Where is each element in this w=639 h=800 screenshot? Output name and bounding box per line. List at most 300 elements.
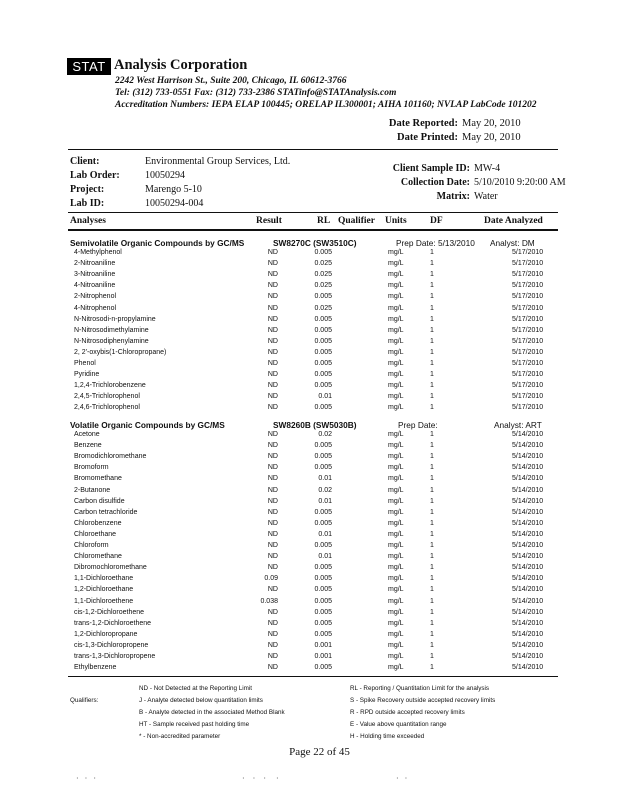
col-rl: RL <box>317 216 331 226</box>
table-row <box>0 575 639 586</box>
analyte-name: N-Nitrosodiphenylamine <box>74 337 149 345</box>
table-row <box>0 620 639 631</box>
date-analyzed-value: 5/17/2010 <box>512 393 544 401</box>
units-value: mg/L <box>388 442 404 450</box>
table-row <box>0 371 639 382</box>
date-analyzed-value: 5/14/2010 <box>512 464 544 472</box>
rl-value: 0.005 <box>314 519 332 527</box>
result-value: 0.09 <box>264 575 278 583</box>
units-value: mg/L <box>388 326 404 334</box>
date-analyzed-value: 5/17/2010 <box>512 326 544 334</box>
table-row <box>0 249 639 260</box>
col-units: Units <box>385 216 407 226</box>
date-analyzed-value: 5/17/2010 <box>512 282 544 290</box>
units-value: mg/L <box>388 641 404 649</box>
table-row <box>0 487 639 498</box>
analyte-name: Acetone <box>74 431 100 438</box>
df-value: 1 <box>430 586 434 594</box>
section-prep-date: Prep Date: 5/13/2010 <box>396 238 475 248</box>
stat-logo: STAT <box>67 58 111 75</box>
result-value: ND <box>267 464 278 472</box>
analyte-name: 2-Nitroaniline <box>74 260 116 268</box>
date-analyzed-value: 5/14/2010 <box>512 475 544 483</box>
rl-value: 0.005 <box>314 619 332 627</box>
result-value: ND <box>267 586 278 594</box>
units-value: mg/L <box>388 542 404 549</box>
analyte-name: Dibromochloromethane <box>74 564 147 572</box>
result-value: ND <box>267 519 278 527</box>
section-title: Semivolatile Organic Compounds by GC/MS <box>70 238 245 248</box>
collection-date-value: 5/10/2010 9:20:00 AM <box>474 177 566 188</box>
analyte-name: 4-Nitrophenol <box>74 304 117 312</box>
units-value: mg/L <box>388 282 404 290</box>
result-value: ND <box>267 337 278 345</box>
analyte-name: 1,2-Dichloropropane <box>74 630 138 638</box>
analyte-name: cis-1,3-Dichloropropene <box>74 641 149 649</box>
date-printed-value: May 20, 2010 <box>462 132 521 143</box>
rl-value: 0.005 <box>314 326 332 334</box>
date-analyzed-value: 5/14/2010 <box>512 619 544 627</box>
df-value: 1 <box>430 348 434 356</box>
df-value: 1 <box>430 293 434 301</box>
date-analyzed-value: 5/17/2010 <box>512 382 544 390</box>
analyte-name: 1,2-Dichloroethane <box>74 586 134 594</box>
company-name: Analysis Corporation <box>114 57 248 73</box>
rl-value: 0.01 <box>318 475 332 483</box>
rl-value: 0.005 <box>314 575 332 583</box>
table-row <box>0 349 639 360</box>
units-value: mg/L <box>388 586 404 594</box>
table-row <box>0 520 639 531</box>
table-row <box>0 553 639 564</box>
analyte-name: N-Nitrosodi-n-propylamine <box>74 315 156 323</box>
units-value: mg/L <box>388 249 404 256</box>
units-value: mg/L <box>388 508 404 516</box>
units-value: mg/L <box>388 260 404 268</box>
analyte-name: Carbon disulfide <box>74 497 125 505</box>
date-analyzed-value: 5/14/2010 <box>512 630 544 638</box>
section-title: Volatile Organic Compounds by GC/MS <box>70 420 225 430</box>
table-row <box>0 586 639 597</box>
analyte-name: Chlorobenzene <box>74 519 122 527</box>
section-analyst: Analyst: ART <box>494 420 542 430</box>
table-row <box>0 260 639 271</box>
table-row <box>0 509 639 520</box>
analyte-name: 2-Nitrophenol <box>74 293 117 301</box>
result-value: ND <box>267 486 278 494</box>
result-value: ND <box>267 508 278 516</box>
units-value: mg/L <box>388 553 404 561</box>
section-method: SW8270C (SW3510C) <box>273 238 357 248</box>
result-value: ND <box>267 619 278 627</box>
rl-value: 0.025 <box>314 304 332 312</box>
units-value: mg/L <box>388 304 404 312</box>
df-value: 1 <box>430 360 434 367</box>
project-value: Marengo 5-10 <box>145 184 202 195</box>
rl-value: 0.025 <box>314 260 332 268</box>
rl-value: 0.005 <box>314 464 332 472</box>
table-row <box>0 498 639 509</box>
result-value: ND <box>267 326 278 334</box>
project-label: Project: <box>70 184 105 195</box>
legend-left-2: B - Analyte detected in the associated Method Blank <box>139 709 285 716</box>
client-sample-id-value: MW-4 <box>474 163 501 174</box>
table-row <box>0 360 639 371</box>
lab-order-label: Lab Order: <box>70 170 120 181</box>
date-analyzed-value: 5/14/2010 <box>512 553 544 561</box>
result-value: ND <box>267 260 278 268</box>
df-value: 1 <box>430 404 434 412</box>
accreditation-numbers: Accreditation Numbers: IEPA ELAP 100445; ORELAP IL300001; AIHA 101160; NVLAP LabCode 101202 <box>115 100 537 110</box>
rl-value: 0.001 <box>314 641 332 649</box>
units-value: mg/L <box>388 519 404 527</box>
units-value: mg/L <box>388 497 404 505</box>
date-analyzed-value: 5/17/2010 <box>512 337 544 345</box>
table-row <box>0 338 639 349</box>
legend-right-4: H - Holding time exceeded <box>350 733 425 740</box>
date-analyzed-value: 5/14/2010 <box>512 453 544 461</box>
analyte-name: Chloroethane <box>74 530 117 538</box>
units-value: mg/L <box>388 664 404 672</box>
df-value: 1 <box>430 393 434 401</box>
analyte-name: 3-Nitroaniline <box>74 271 116 279</box>
units-value: mg/L <box>388 653 404 660</box>
table-row <box>0 531 639 542</box>
df-value: 1 <box>430 653 434 660</box>
result-value: ND <box>267 497 278 505</box>
page-number: Page 22 of 45 <box>289 746 350 758</box>
result-value: ND <box>267 293 278 301</box>
info-divider <box>68 212 558 213</box>
table-row <box>0 653 639 664</box>
table-row <box>0 464 639 475</box>
df-value: 1 <box>430 575 434 583</box>
rl-value: 0.01 <box>318 530 332 538</box>
units-value: mg/L <box>388 271 404 279</box>
date-analyzed-value: 5/14/2010 <box>512 508 544 516</box>
matrix-value: Water <box>474 191 498 202</box>
section-prep-date: Prep Date: <box>398 420 438 430</box>
df-value: 1 <box>430 619 434 627</box>
units-value: mg/L <box>388 431 404 438</box>
date-analyzed-value: 5/14/2010 <box>512 431 544 438</box>
df-value: 1 <box>430 453 434 461</box>
rl-value: 0.005 <box>314 453 332 461</box>
rl-value: 0.005 <box>314 664 332 672</box>
legend-left-4: * - Non-accredited parameter <box>139 733 221 740</box>
df-value: 1 <box>430 664 434 672</box>
analyte-name: 1,1-Dichloroethene <box>74 597 134 605</box>
date-printed-label: Date Printed: <box>397 132 458 143</box>
date-analyzed-value: 5/17/2010 <box>512 371 544 379</box>
df-value: 1 <box>430 464 434 472</box>
df-value: 1 <box>430 442 434 450</box>
units-value: mg/L <box>388 475 404 483</box>
rl-value: 0.01 <box>318 497 332 505</box>
units-value: mg/L <box>388 348 404 356</box>
analyte-name: Bromoform <box>74 464 109 472</box>
units-value: mg/L <box>388 371 404 379</box>
rl-value: 0.005 <box>314 597 332 605</box>
result-value: ND <box>267 360 278 367</box>
scan-artifact: · · · <box>76 774 96 783</box>
company-address: 2242 West Harrison St., Suite 200, Chicago, IL 60612-3766 <box>115 76 347 86</box>
date-analyzed-value: 5/14/2010 <box>512 664 544 672</box>
df-value: 1 <box>430 337 434 345</box>
table-bottom-divider <box>68 676 558 677</box>
date-reported-label: Date Reported: <box>388 118 458 129</box>
table-row <box>0 404 639 415</box>
result-value: ND <box>267 564 278 572</box>
analyte-name: trans-1,3-Dichloropropene <box>74 653 156 660</box>
rl-value: 0.005 <box>314 360 332 367</box>
df-value: 1 <box>430 282 434 290</box>
analyte-name: Pyridine <box>74 371 100 379</box>
rl-value: 0.005 <box>314 249 332 256</box>
result-value: ND <box>267 348 278 356</box>
units-value: mg/L <box>388 393 404 401</box>
table-row <box>0 631 639 642</box>
table-row <box>0 282 639 293</box>
result-value: ND <box>267 608 278 616</box>
section-analyst: Analyst: DM <box>490 238 535 248</box>
date-analyzed-value: 5/14/2010 <box>512 597 544 605</box>
df-value: 1 <box>430 597 434 605</box>
legend-right-3: E - Value above quantitation range <box>350 721 447 728</box>
rl-value: 0.025 <box>314 271 332 279</box>
header-divider <box>68 149 558 150</box>
date-analyzed-value: 5/14/2010 <box>512 608 544 616</box>
analyte-name: 1,1-Dichloroethane <box>74 575 134 583</box>
scan-artifact: · · · · <box>242 774 279 783</box>
rl-value: 0.01 <box>318 553 332 561</box>
table-row <box>0 293 639 304</box>
result-value: ND <box>267 630 278 638</box>
result-value: ND <box>267 453 278 461</box>
table-row <box>0 382 639 393</box>
rl-value: 0.005 <box>314 564 332 572</box>
analyte-name: cis-1,2-Dichloroethene <box>74 608 145 616</box>
df-value: 1 <box>430 304 434 312</box>
analyte-name: Chloromethane <box>74 553 122 561</box>
result-value: ND <box>267 393 278 401</box>
lab-order-value: 10050294 <box>145 170 185 181</box>
analyte-name: 2, 2'-oxybis(1-Chloropropane) <box>74 348 167 356</box>
df-value: 1 <box>430 519 434 527</box>
date-analyzed-value: 5/17/2010 <box>512 304 544 312</box>
df-value: 1 <box>430 497 434 505</box>
units-value: mg/L <box>388 530 404 538</box>
rl-value: 0.005 <box>314 315 332 323</box>
rl-value: 0.005 <box>314 293 332 301</box>
df-value: 1 <box>430 249 434 256</box>
rl-value: 0.005 <box>314 348 332 356</box>
table-row <box>0 431 639 442</box>
units-value: mg/L <box>388 453 404 461</box>
analyte-name: Phenol <box>74 360 96 367</box>
date-analyzed-value: 5/17/2010 <box>512 293 544 301</box>
rl-value: 0.005 <box>314 542 332 549</box>
analyte-name: Bromodichloromethane <box>74 453 147 461</box>
units-value: mg/L <box>388 608 404 616</box>
date-analyzed-value: 5/14/2010 <box>512 641 544 649</box>
date-analyzed-value: 5/14/2010 <box>512 575 544 583</box>
df-value: 1 <box>430 371 434 379</box>
df-value: 1 <box>430 475 434 483</box>
col-qualifier: Qualifier <box>338 216 375 226</box>
date-analyzed-value: 5/14/2010 <box>512 486 544 494</box>
units-value: mg/L <box>388 382 404 390</box>
result-value: ND <box>267 304 278 312</box>
units-value: mg/L <box>388 486 404 494</box>
analyte-name: Benzene <box>74 442 102 450</box>
date-analyzed-value: 5/17/2010 <box>512 249 544 256</box>
analyte-name: Carbon tetrachloride <box>74 508 138 516</box>
collection-date-label: Collection Date: <box>400 177 470 188</box>
table-row <box>0 542 639 553</box>
table-row <box>0 564 639 575</box>
scan-artifact: · · <box>396 774 408 783</box>
date-analyzed-value: 5/17/2010 <box>512 360 544 367</box>
result-value: ND <box>267 282 278 290</box>
rl-value: 0.001 <box>314 653 332 660</box>
df-value: 1 <box>430 608 434 616</box>
qualifiers-label: Qualifiers: <box>70 697 99 704</box>
client-sample-id-label: Client Sample ID: <box>392 163 470 174</box>
result-value: ND <box>267 542 278 549</box>
col-df: DF <box>430 216 443 226</box>
df-value: 1 <box>430 326 434 334</box>
date-analyzed-value: 5/14/2010 <box>512 564 544 572</box>
col-result: Result <box>256 216 282 226</box>
section-method: SW8260B (SW5030B) <box>273 420 357 430</box>
analyte-name: Bromomethane <box>74 475 122 483</box>
date-analyzed-value: 5/14/2010 <box>512 586 544 594</box>
table-row <box>0 664 639 675</box>
result-value: ND <box>267 442 278 450</box>
date-analyzed-value: 5/17/2010 <box>512 315 544 323</box>
df-value: 1 <box>430 271 434 279</box>
table-row <box>0 598 639 609</box>
analyte-name: 1,2,4-Trichlorobenzene <box>74 382 146 390</box>
result-value: ND <box>267 271 278 279</box>
units-value: mg/L <box>388 630 404 638</box>
rl-value: 0.005 <box>314 404 332 412</box>
units-value: mg/L <box>388 564 404 572</box>
table-row <box>0 271 639 282</box>
lab-id-label: Lab ID: <box>70 198 105 209</box>
rl-value: 0.005 <box>314 371 332 379</box>
df-value: 1 <box>430 508 434 516</box>
df-value: 1 <box>430 315 434 323</box>
date-analyzed-value: 5/17/2010 <box>512 348 544 356</box>
analyte-name: 4-Methylphenol <box>74 249 122 256</box>
analyte-name: 2,4,6-Trichlorophenol <box>74 404 140 412</box>
units-value: mg/L <box>388 404 404 412</box>
result-value: ND <box>267 553 278 561</box>
matrix-label: Matrix: <box>436 191 470 202</box>
date-analyzed-value: 5/14/2010 <box>512 653 544 660</box>
result-value: ND <box>267 641 278 649</box>
result-value: ND <box>267 371 278 379</box>
table-row <box>0 442 639 453</box>
result-value: ND <box>267 404 278 412</box>
df-value: 1 <box>430 641 434 649</box>
lab-id-value: 10050294-004 <box>145 198 204 209</box>
company-contact: Tel: (312) 733-0551 Fax: (312) 733-2386 STATinfo@STATAnalysis.com <box>115 88 397 98</box>
legend-right-2: R - RPD outside accepted recovery limits <box>350 709 465 716</box>
df-value: 1 <box>430 564 434 572</box>
col-analyses: Analyses <box>70 216 106 226</box>
table-row <box>0 475 639 486</box>
result-value: ND <box>267 315 278 323</box>
units-value: mg/L <box>388 360 404 367</box>
rl-value: 0.005 <box>314 382 332 390</box>
legend-left-3: HT - Sample received past holding time <box>139 721 250 728</box>
table-row <box>0 327 639 338</box>
df-value: 1 <box>430 382 434 390</box>
table-row <box>0 453 639 464</box>
df-value: 1 <box>430 542 434 549</box>
date-analyzed-value: 5/14/2010 <box>512 530 544 538</box>
analyte-name: 2-Butanone <box>74 486 111 494</box>
result-value: ND <box>267 653 278 660</box>
df-value: 1 <box>430 260 434 268</box>
legend-right-0: RL - Reporting / Quantitation Limit for the analysis <box>350 685 490 692</box>
analyte-name: trans-1,2-Dichloroethene <box>74 619 152 627</box>
date-analyzed-value: 5/14/2010 <box>512 542 544 549</box>
units-value: mg/L <box>388 293 404 301</box>
date-analyzed-value: 5/14/2010 <box>512 497 544 505</box>
analyte-name: N-Nitrosodimethylamine <box>74 326 149 334</box>
column-header-divider <box>68 229 558 231</box>
result-value: ND <box>267 475 278 483</box>
rl-value: 0.02 <box>318 486 332 494</box>
client-label: Client: <box>70 156 100 167</box>
df-value: 1 <box>430 553 434 561</box>
units-value: mg/L <box>388 619 404 627</box>
result-value: 0.038 <box>260 597 278 605</box>
df-value: 1 <box>430 431 434 438</box>
rl-value: 0.01 <box>318 393 332 401</box>
table-row <box>0 393 639 404</box>
col-date-analyzed: Date Analyzed <box>484 216 543 226</box>
result-value: ND <box>267 664 278 672</box>
units-value: mg/L <box>388 575 404 583</box>
rl-value: 0.005 <box>314 586 332 594</box>
date-analyzed-value: 5/17/2010 <box>512 271 544 279</box>
analyte-name: 4-Nitroaniline <box>74 282 116 290</box>
date-analyzed-value: 5/17/2010 <box>512 260 544 268</box>
date-analyzed-value: 5/17/2010 <box>512 404 544 412</box>
units-value: mg/L <box>388 464 404 472</box>
table-row <box>0 642 639 653</box>
rl-value: 0.005 <box>314 508 332 516</box>
date-analyzed-value: 5/14/2010 <box>512 442 544 450</box>
analyte-name: Chloroform <box>74 542 109 549</box>
legend-left-1: J - Analyte detected below quantitation limits <box>139 697 263 704</box>
df-value: 1 <box>430 630 434 638</box>
units-value: mg/L <box>388 337 404 345</box>
rl-value: 0.025 <box>314 282 332 290</box>
date-reported-value: May 20, 2010 <box>462 118 521 129</box>
result-value: ND <box>267 530 278 538</box>
result-value: ND <box>267 249 278 256</box>
rl-value: 0.005 <box>314 630 332 638</box>
analyte-name: Ethylbenzene <box>74 664 117 672</box>
df-value: 1 <box>430 530 434 538</box>
legend-left-0: ND - Not Detected at the Reporting Limit <box>139 685 253 692</box>
